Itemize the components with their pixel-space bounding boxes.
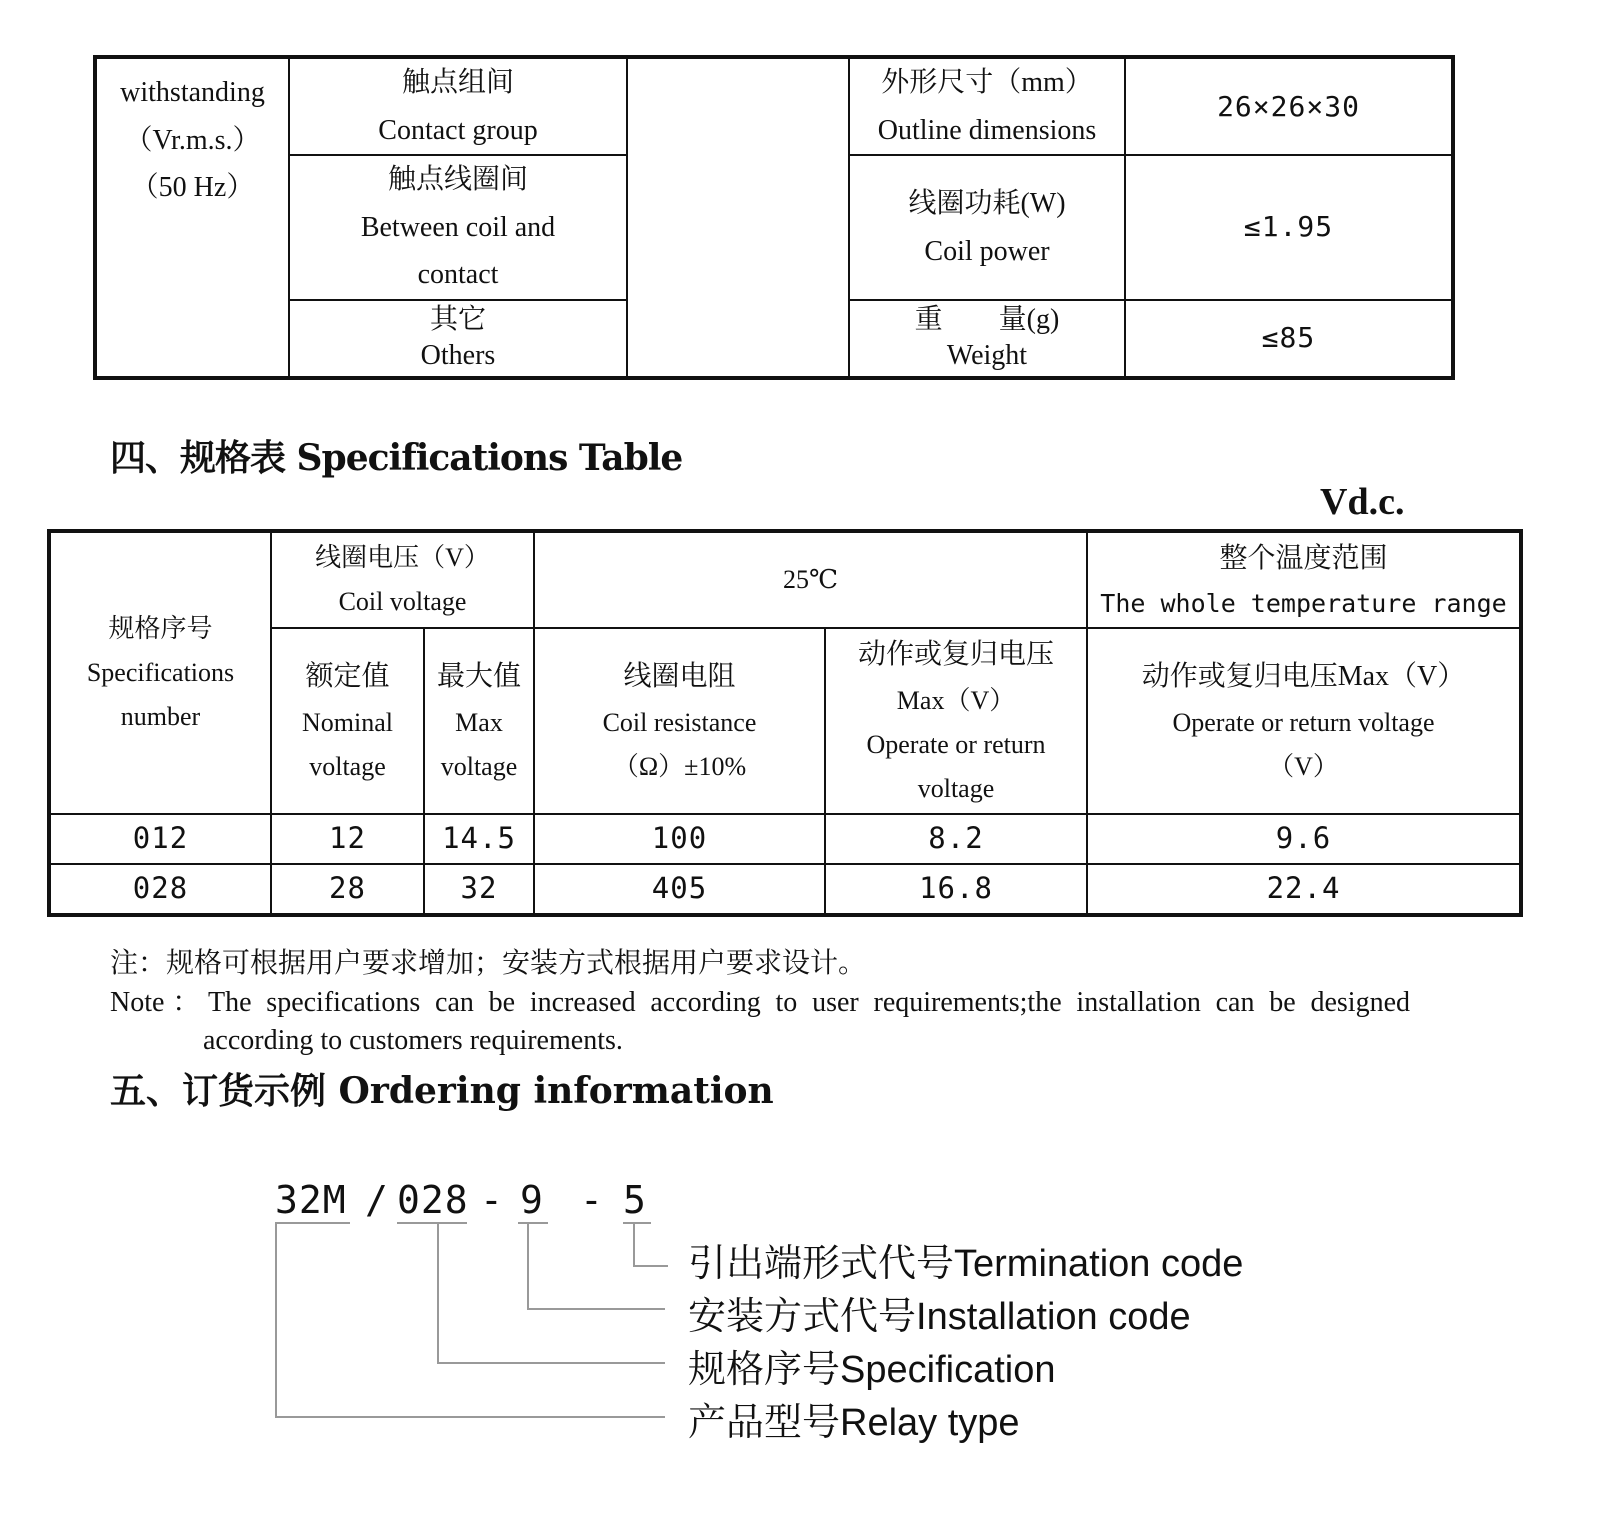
operate-return-whole-header	[1087, 628, 1521, 814]
outline-dimensions-label	[849, 57, 1125, 155]
coil-power-en: Coil power	[924, 235, 1050, 267]
op25-cell: 16.8	[825, 864, 1087, 915]
max-en-1: Max	[455, 707, 503, 737]
contact-group-cn: 触点组间	[401, 67, 514, 98]
outline-dimensions-value: 26×26×30	[1125, 57, 1453, 155]
term-leader-v	[633, 1222, 635, 1267]
weight-cn: 重 量(g)	[914, 304, 1060, 336]
spec-underline	[397, 1222, 467, 1224]
op25-max: Max（V）	[896, 685, 1016, 715]
spec-number-en-1: Specifications	[86, 657, 235, 687]
outline-dimensions-cn: 外形尺寸（mm）	[881, 67, 1093, 98]
termination-code-legend	[688, 1232, 1243, 1287]
op25-cell: 8.2	[825, 814, 1087, 864]
specifications-table	[47, 529, 1523, 917]
whole-range-en: The whole temperature range	[1100, 588, 1507, 618]
relay-leader-h	[275, 1416, 665, 1418]
coil-contact-en-2: contact	[417, 259, 499, 291]
max-voltage-header	[424, 628, 534, 814]
coil-power-cn: 线圈功耗(W)	[908, 187, 1066, 219]
table-row	[49, 864, 1521, 915]
install-leader-h	[527, 1308, 665, 1310]
table-row	[49, 814, 1521, 864]
opw-en: Operate or return voltage	[1172, 707, 1435, 737]
coil-contact-cell	[289, 155, 627, 300]
note-cn: 注：规格可根据用户要求增加；安装方式根据用户要求设计。	[110, 948, 867, 979]
others-cn: 其它	[429, 304, 486, 336]
term-underline	[623, 1222, 651, 1224]
nominal-cell: 12	[271, 814, 424, 864]
resistance-cell: 405	[534, 864, 825, 915]
frequency-label: （50 Hz）	[130, 172, 255, 204]
op25-cn: 动作或复归电压	[857, 638, 1054, 670]
dielectric-withstanding-header	[95, 57, 289, 378]
operate-return-25-header	[825, 628, 1087, 814]
coil-contact-cn: 触点线圈间	[387, 164, 528, 196]
nominal-cell: 28	[271, 864, 424, 915]
separator-dash-1: -	[480, 1178, 504, 1222]
whole-temp-range-header	[1087, 531, 1521, 628]
weight-label	[849, 300, 1125, 378]
coil-power-value: ≤1.95	[1125, 155, 1453, 300]
installation-code-en: Installation code	[916, 1296, 1191, 1338]
coil-contact-en-1: Between coil and	[360, 211, 556, 243]
weight-en: Weight	[946, 340, 1028, 372]
max-cell: 32	[424, 864, 534, 915]
temp-25-header: 25℃	[534, 531, 1087, 628]
max-en-2: voltage	[440, 751, 518, 781]
spec-number-header	[49, 531, 271, 814]
coil-voltage-header	[271, 531, 534, 628]
separator-slash: /	[365, 1178, 389, 1222]
whole-range-cn: 整个温度范围	[1219, 542, 1388, 574]
relay-leader-v	[275, 1222, 277, 1418]
opw-cn: 动作或复归电压Max（V）	[1141, 661, 1466, 693]
termination-code: 5	[623, 1178, 647, 1222]
install-leader-v	[527, 1222, 529, 1310]
note-en: Note：The specifications can be increased according to user requirements;the installation can be designed according to customers requirements.	[110, 986, 1410, 1057]
spec-leader-h	[437, 1362, 665, 1364]
max-cell: 14.5	[424, 814, 534, 864]
nominal-voltage-header	[271, 628, 424, 814]
spec-number-en-2: number	[120, 702, 201, 732]
opw-unit: （V）	[1268, 751, 1339, 781]
spec-cell: 012	[49, 814, 271, 864]
coil-power-label	[849, 155, 1125, 300]
term-leader-h	[633, 1265, 668, 1267]
opw-cell: 22.4	[1087, 864, 1521, 915]
separator-dash-2: -	[580, 1178, 604, 1222]
op25-en-2: voltage	[917, 773, 995, 803]
nominal-en-2: voltage	[309, 751, 386, 781]
op25-en-1: Operate or return	[866, 729, 1046, 759]
specification-legend	[688, 1338, 1055, 1393]
opw-cell: 9.6	[1087, 814, 1521, 864]
relay-type-en: Relay type	[840, 1402, 1020, 1444]
relay-underline	[275, 1222, 350, 1224]
installation-code: 9	[520, 1178, 544, 1222]
termination-code-en: Termination code	[954, 1243, 1244, 1285]
specification-en: Specification	[840, 1349, 1056, 1391]
note-block	[110, 945, 1410, 1061]
coil-voltage-en: Coil voltage	[338, 587, 467, 616]
coil-voltage-cn: 线圈电压（V）	[315, 542, 490, 572]
ordering-information-heading: 五、订货示例 Ordering information	[110, 1070, 774, 1112]
outline-dimensions-en: Outline dimensions	[877, 114, 1097, 146]
install-underline	[518, 1222, 548, 1224]
vrms-label: （Vr.m.s.）	[124, 124, 261, 156]
relay-type-cn: 产品型号	[688, 1400, 841, 1444]
specification-cn: 规格序号	[688, 1347, 841, 1391]
installation-code-cn: 安装方式代号	[688, 1294, 917, 1338]
specifications-table-heading: 四、规格表 Specifications Table	[110, 437, 683, 479]
nominal-cn: 额定值	[305, 661, 390, 693]
relay-type-legend	[688, 1391, 1020, 1446]
others-cell	[289, 300, 627, 378]
nominal-en-1: Nominal	[302, 707, 393, 737]
spec-cell: 028	[49, 864, 271, 915]
resistance-en: Coil resistance	[602, 707, 757, 737]
unit-label: Vd.c.	[1320, 481, 1405, 523]
spec-leader-v	[437, 1222, 439, 1364]
withstanding-value-cell	[627, 57, 849, 378]
coil-resistance-header	[534, 628, 825, 814]
resistance-unit: （Ω）±10%	[612, 751, 747, 781]
weight-value: ≤85	[1125, 300, 1453, 378]
spec-number-cn: 规格序号	[108, 613, 213, 643]
withstanding-label: withstanding	[120, 77, 265, 108]
characteristics-table	[93, 55, 1455, 380]
contact-group-en: Contact group	[378, 114, 538, 146]
spec-number-code: 028	[397, 1178, 469, 1222]
resistance-cell: 100	[534, 814, 825, 864]
max-cn: 最大值	[436, 661, 521, 693]
resistance-cn: 线圈电阻	[623, 661, 736, 693]
others-en: Others	[420, 340, 496, 372]
relay-type-code: 32M	[275, 1178, 347, 1222]
contact-group-cell	[289, 57, 627, 155]
installation-code-legend	[688, 1285, 1191, 1340]
termination-code-cn: 引出端形式代号	[688, 1241, 955, 1285]
